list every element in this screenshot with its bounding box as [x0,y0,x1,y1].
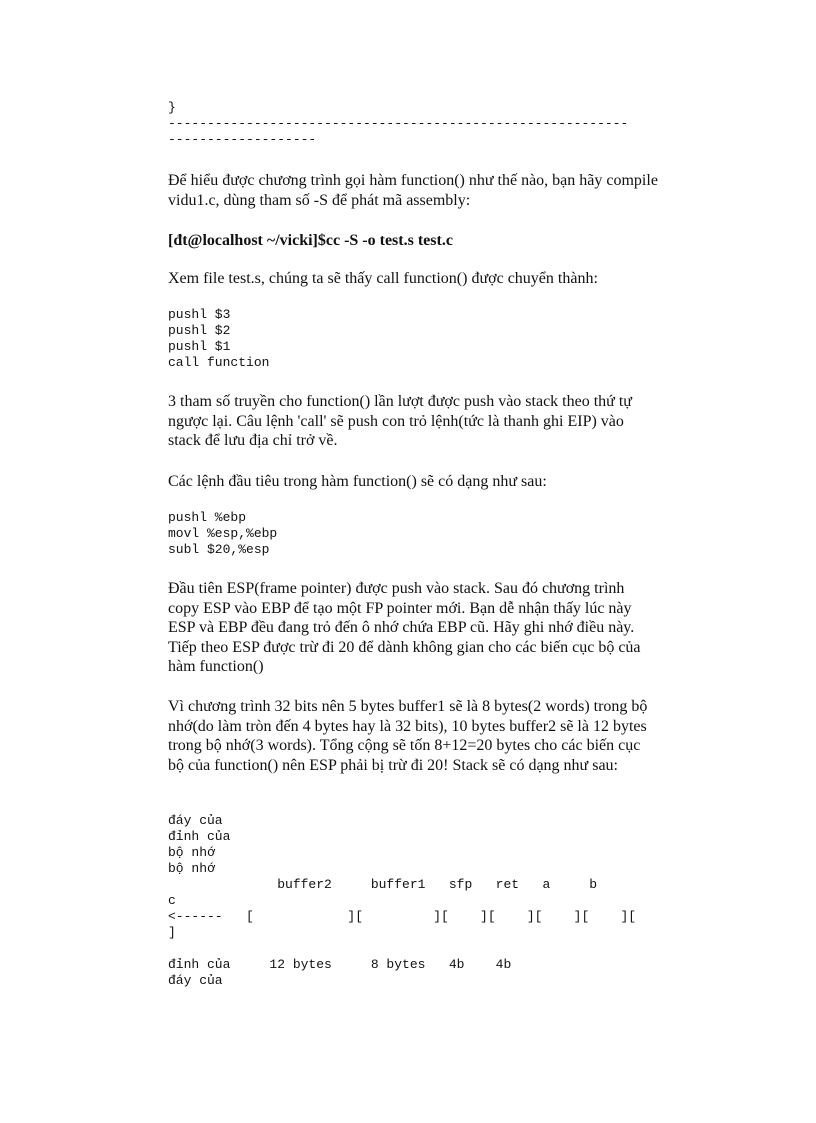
diagram-line: bộ nhớ [168,861,215,876]
code-line: pushl $1 [168,339,231,354]
code-tail [168,100,628,148]
dash-separator-2: ------------------- [168,132,317,147]
diagram-line: đáy của [168,973,223,988]
code-line: pushl $3 [168,307,231,322]
paragraph-args: 3 tham số truyền cho function() lần lượt được push vào stack theo thứ tự ngược lại. Câu lệnh 'call' sẽ push con trỏ lệnh(tức là thanh ghi EIP) vào stack để lưu địa chỉ trở về. [168,393,632,449]
diagram-line: đỉnh của [168,829,231,844]
code-push-block [168,307,269,371]
diagram-line: c [168,893,176,908]
code-line: pushl $2 [168,323,231,338]
stack-diagram [168,813,636,989]
diagram-line [168,941,636,957]
diagram-line: <------ [ ][ ][ ][ ][ ][ ][ [168,909,637,924]
diagram-line: đáy của [168,813,223,828]
diagram-line: ] [168,925,176,940]
paragraph-bits: Vì chương trình 32 bits nên 5 bytes buffer1 sẽ là 8 bytes(2 words) trong bộ nhớ(do làm tròn đến 4 bytes hay là 32 bits), 10 bytes buffer2 sẽ là 12 bytes trong bộ nhớ(3 words). Tổng cộng sẽ tốn 8+12=20 bytes cho các biến cục bộ của function() nên ESP phải bị trừ đi 20! Stack sẽ có dạng như sau: [168,698,648,774]
paragraph-testfile: Xem file test.s, chúng ta sẽ thấy call function() được chuyển thành: [168,270,598,287]
closing-brace: } [168,100,176,115]
diagram-line: bộ nhớ [168,845,215,860]
code-prologue-block [168,510,277,558]
shell-command: [đt@localhost ~/vicki]$cc -S -o test.s test.c [168,232,453,249]
paragraph-esp: Đầu tiên ESP(frame pointer) được push vào stack. Sau đó chương trình copy ESP vào EBP để tạo một FP pointer mới. Bạn dễ nhận thấy lúc này ESP và EBP đều đang trỏ đến ô nhớ chứa EBP cũ. Hãy ghi nhớ điều này. Tiếp theo ESP được trừ đi 20 để dành không gian cho các biến cục bộ của hàm function() [168,580,641,675]
code-line: call function [168,355,270,370]
paragraph-first-instructions: Các lệnh đầu tiêu trong hàm function() sẽ có dạng như sau: [168,473,547,490]
code-line: pushl %ebp [168,510,247,525]
diagram-line: đỉnh của 12 bytes 8 bytes 4b 4b [168,957,512,972]
dash-separator-1: ----------------------------------------------------------- [168,116,629,131]
code-line: movl %esp,%ebp [168,526,278,541]
diagram-line: buffer2 buffer1 sfp ret a b [168,877,598,892]
paragraph-compile: Để hiểu được chương trình gọi hàm function() như thế nào, bạn hãy compile vidu1.c, dùng tham số -S để phát mã assembly: [168,172,658,209]
code-line: subl $20,%esp [168,542,270,557]
